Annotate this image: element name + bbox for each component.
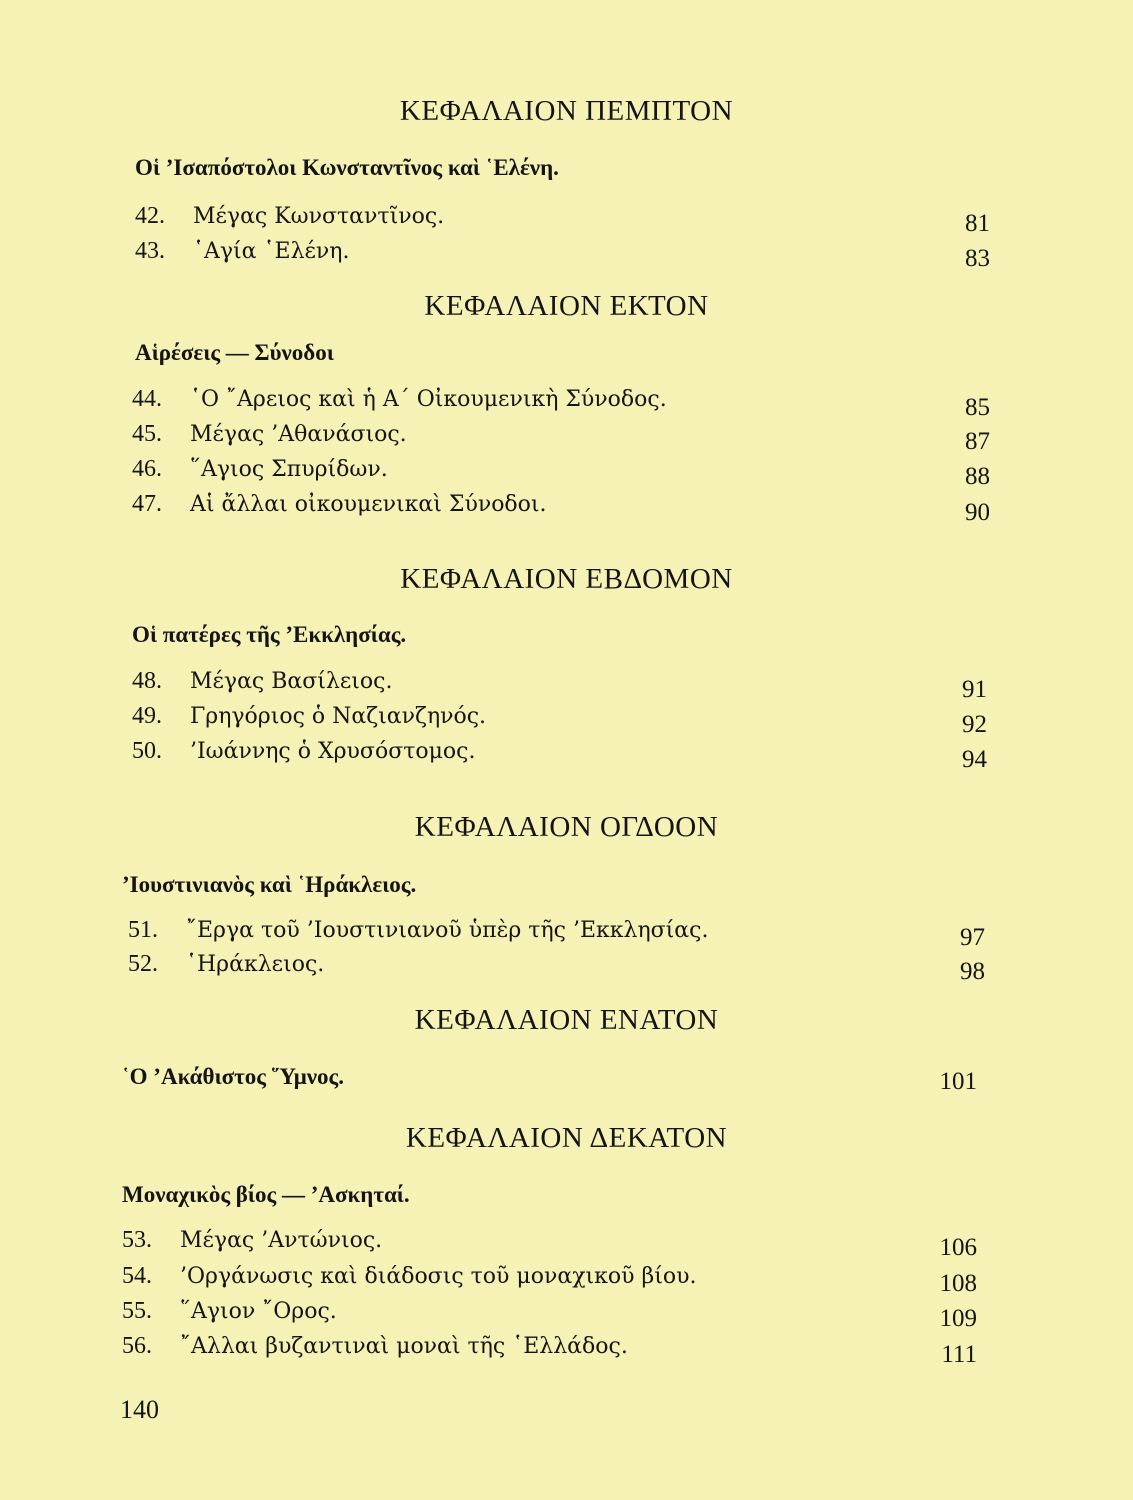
entry-number: 49. [132, 703, 162, 729]
entry-number: 43. [135, 238, 165, 264]
toc-entry[interactable] [132, 703, 486, 730]
entry-title: Μέγας Βασίλειος. [190, 669, 393, 694]
entry-number: 53. [122, 1227, 152, 1253]
toc-entry[interactable] [132, 386, 667, 413]
entry-page: 106 [939, 1234, 977, 1261]
toc-entry[interactable] [132, 421, 407, 448]
toc-entry[interactable] [122, 1298, 337, 1325]
entry-title: Μέγας ’Αθανάσιος. [190, 422, 407, 447]
entry-number: 45. [132, 421, 162, 447]
page-number: 140 [120, 1395, 159, 1424]
section-heading: ’Ιουστινιανὸς καὶ ῾Ηράκλειος. [122, 872, 417, 897]
entry-number: 48. [132, 668, 162, 694]
toc-entry[interactable] [122, 1333, 628, 1360]
entry-title: ῾Αγία ῾Ελένη. [193, 239, 350, 264]
toc-entry[interactable] [132, 491, 547, 518]
chapter-title: ΚΕΦΑΛΑΙΟΝ ΔΕΚΑΤΟΝ [405, 1122, 728, 1154]
entry-title: ῎Αλλαι βυζαντιναὶ μοναὶ τῆς ῾Ελλάδος. [180, 1334, 628, 1359]
entry-number: 55. [122, 1298, 152, 1324]
entry-title: ῞Αγιον ῎Ορος. [180, 1299, 337, 1324]
entry-page: 109 [939, 1305, 977, 1332]
entry-number: 44. [132, 386, 162, 412]
entry-number: 42. [135, 203, 165, 229]
entry-page: 81 [965, 210, 990, 237]
entry-page: 85 [965, 394, 990, 421]
section-heading: Οἱ πατέρες τῆς ’Εκκλησίας. [132, 622, 407, 647]
entry-number: 51. [128, 917, 158, 943]
entry-title: Μέγας ’Αντώνιος. [180, 1228, 383, 1253]
entry-page: 88 [965, 463, 990, 490]
entry-page: 101 [939, 1068, 977, 1095]
entry-title: ῎Εργα τοῦ ’Ιουστινιανοῦ ὑπὲρ τῆς ’Εκκλησίας. [186, 918, 709, 943]
entry-title: ’Ιωάννης ὁ Χρυσόστομος. [190, 739, 476, 764]
toc-entry[interactable] [122, 1263, 696, 1290]
entry-number: 56. [122, 1333, 152, 1359]
entry-page: 98 [960, 958, 985, 985]
entry-title: ῾Ο ῎Αρειος καὶ ἡ Α΄ Οἰκουμενικὴ Σύνοδος. [190, 387, 667, 412]
entry-page: 97 [960, 924, 985, 951]
chapter-title: ΚΕΦΑΛΑΙΟΝ ΕΒΔΟΜΟΝ [400, 563, 733, 595]
entry-title: ῾Ηράκλειος. [186, 952, 325, 977]
section-heading[interactable]: ῾Ο ’Ακάθιστος ῞Υμνος. [122, 1064, 345, 1089]
chapter-title: ΚΕΦΑΛΑΙΟΝ ΟΓΔΟΟΝ [414, 811, 719, 843]
chapter-title: ΚΕΦΑΛΑΙΟΝ ΕΝΑΤΟΝ [414, 1004, 719, 1036]
entry-title: Μέγας Κωνσταντῖνος. [193, 204, 445, 229]
section-heading: Μοναχικὸς βίος — ’Ασκηταί. [122, 1182, 410, 1207]
entry-page: 90 [965, 499, 990, 526]
toc-entry[interactable] [135, 203, 444, 230]
chapter-title: ΚΕΦΑΛΑΙΟΝ ΠΕΜΠΤΟΝ [399, 95, 734, 127]
entry-number: 50. [132, 738, 162, 764]
entry-page: 83 [965, 245, 990, 272]
entry-page: 108 [939, 1270, 977, 1297]
chapter-title: ΚΕΦΑΛΑΙΟΝ ΕΚΤΟΝ [424, 290, 709, 322]
entry-title: Γρηγόριος ὁ Ναζιανζηνός. [190, 704, 487, 729]
toc-entry[interactable] [128, 951, 324, 978]
entry-page: 91 [962, 676, 987, 703]
toc-entry[interactable] [122, 1227, 382, 1254]
toc-entry[interactable] [132, 456, 388, 483]
toc-entry[interactable] [132, 668, 392, 695]
entry-number: 54. [122, 1263, 152, 1289]
entry-number: 52. [128, 951, 158, 977]
entry-page: 94 [962, 746, 987, 773]
entry-title: ’Οργάνωσις καὶ διάδοσις τοῦ μοναχικοῦ βίου. [180, 1264, 697, 1289]
entry-title: ῞Αγιος Σπυρίδων. [190, 457, 388, 482]
entry-page: 92 [962, 711, 987, 738]
toc-entry[interactable] [132, 738, 475, 765]
toc-entry[interactable] [135, 238, 349, 265]
section-heading: Αἱρέσεις — Σύνοδοι [135, 340, 334, 365]
section-heading: Οἱ ’Ισαπόστολοι Κωνσταντῖνος καὶ ῾Ελένη. [135, 155, 559, 180]
entry-title: Αἱ ἄλλαι οἰκουμενικαὶ Σύνοδοι. [190, 492, 547, 517]
entry-page: 87 [965, 428, 990, 455]
entry-number: 46. [132, 456, 162, 482]
entry-page: 111 [941, 1341, 977, 1368]
toc-entry[interactable] [128, 917, 708, 944]
entry-number: 47. [132, 491, 162, 517]
